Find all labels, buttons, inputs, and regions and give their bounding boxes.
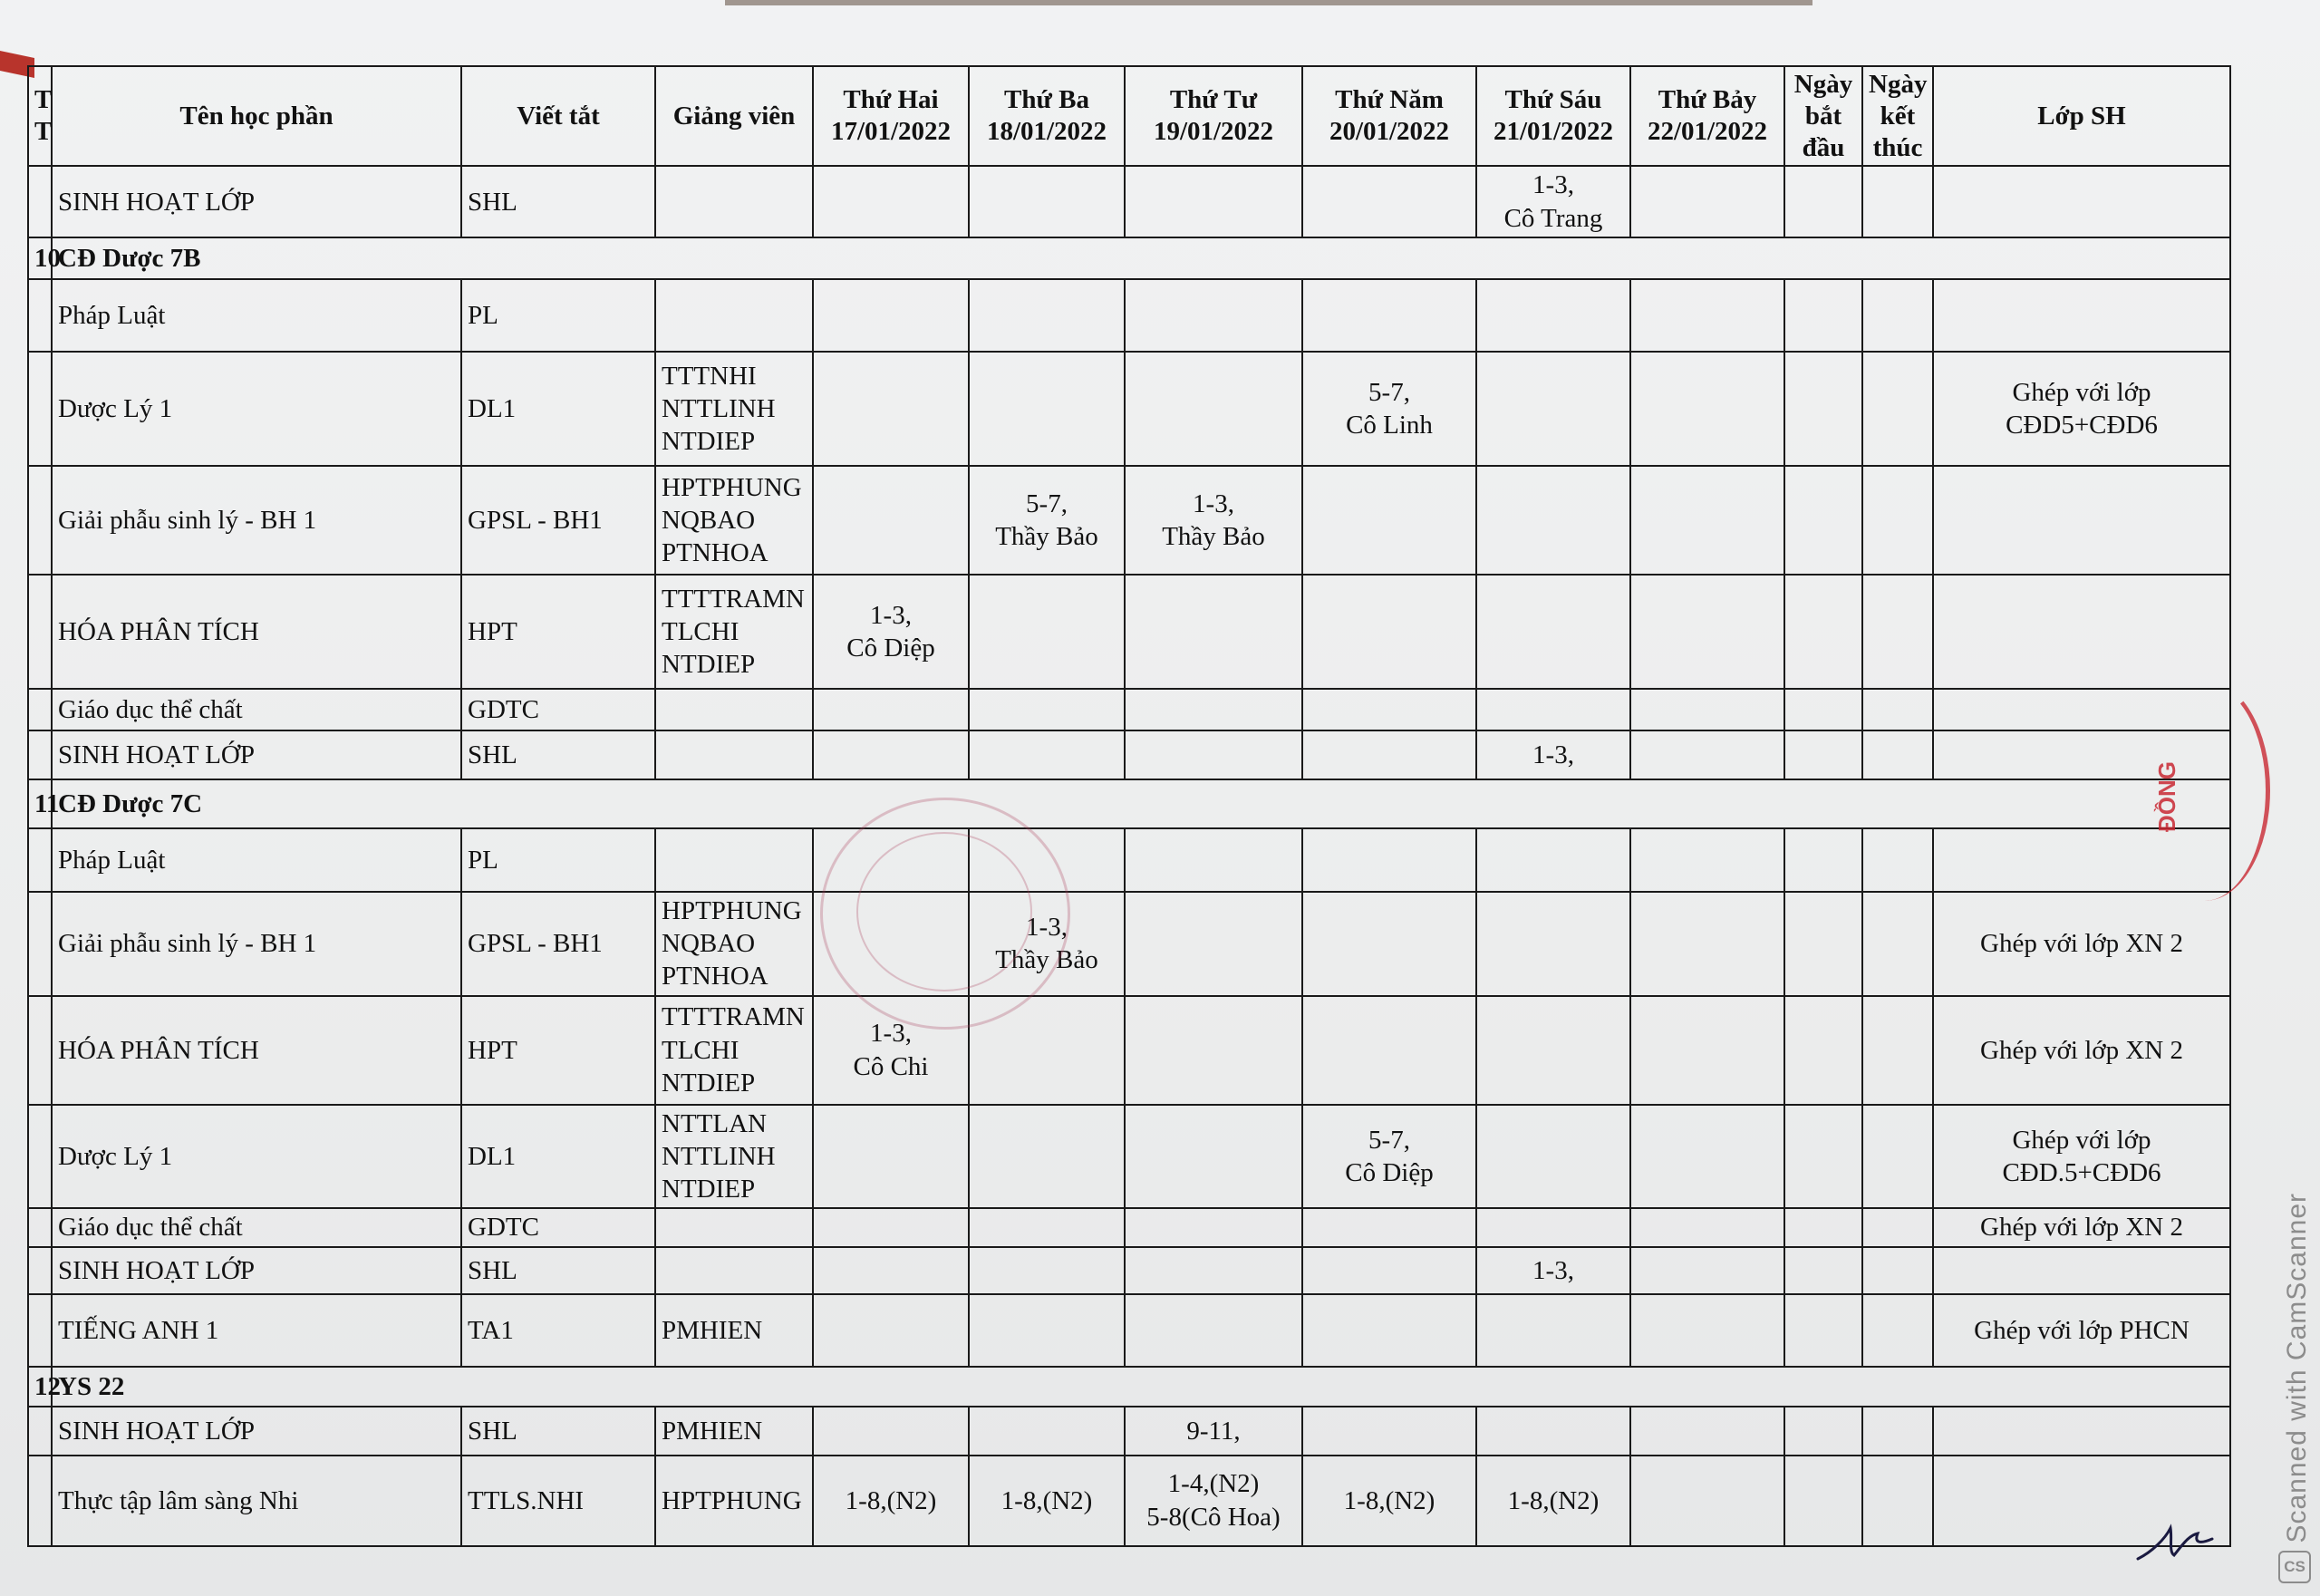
slot-mon bbox=[813, 466, 969, 575]
course-lecturers bbox=[655, 730, 813, 779]
course-row bbox=[28, 828, 2230, 892]
start-date-cell bbox=[1784, 1247, 1862, 1294]
slot-sat bbox=[1630, 689, 1784, 730]
course-abbr: GPSL - BH1 bbox=[461, 892, 655, 996]
slot-tue bbox=[969, 1208, 1125, 1246]
slot-thu: 5-7, Cô Linh bbox=[1302, 352, 1476, 466]
row-tt-cell bbox=[28, 1456, 52, 1546]
slot-wed bbox=[1125, 996, 1302, 1105]
slot-thu bbox=[1302, 575, 1476, 689]
header-abbr: Viết tắt bbox=[461, 66, 655, 166]
course-abbr: GDTC bbox=[461, 1208, 655, 1246]
slot-fri bbox=[1476, 996, 1630, 1105]
course-lecturers bbox=[655, 828, 813, 892]
row-tt-cell bbox=[28, 1208, 52, 1246]
slot-sat bbox=[1630, 1456, 1784, 1546]
course-row bbox=[28, 689, 2230, 730]
course-abbr: SHL bbox=[461, 166, 655, 237]
start-date-cell bbox=[1784, 1294, 1862, 1367]
end-date-cell bbox=[1862, 352, 1933, 466]
slot-tue bbox=[969, 730, 1125, 779]
slot-thu bbox=[1302, 279, 1476, 352]
start-date-cell bbox=[1784, 575, 1862, 689]
slot-sat bbox=[1630, 575, 1784, 689]
slot-sat bbox=[1630, 279, 1784, 352]
start-date-cell bbox=[1784, 996, 1862, 1105]
slot-wed bbox=[1125, 1208, 1302, 1246]
header-class-sh: Lớp SH bbox=[1933, 66, 2230, 166]
class-note: Ghép với lớp PHCN bbox=[1933, 1294, 2230, 1367]
slot-sat bbox=[1630, 352, 1784, 466]
class-note: Ghép với lớp XN 2 bbox=[1933, 892, 2230, 996]
slot-sat bbox=[1630, 996, 1784, 1105]
class-note bbox=[1933, 689, 2230, 730]
slot-thu bbox=[1302, 892, 1476, 996]
course-row bbox=[28, 1407, 2230, 1456]
course-name: Pháp Luật bbox=[52, 279, 461, 352]
slot-mon: 1-3, Cô Chi bbox=[813, 996, 969, 1105]
start-date-cell bbox=[1784, 1456, 1862, 1546]
end-date-cell bbox=[1862, 1294, 1933, 1367]
slot-fri bbox=[1476, 1294, 1630, 1367]
slot-wed bbox=[1125, 892, 1302, 996]
slot-thu bbox=[1302, 166, 1476, 237]
slot-fri: 1-3, bbox=[1476, 1247, 1630, 1294]
header-day-mon: Thứ Hai 17/01/2022 bbox=[813, 66, 969, 166]
slot-sat bbox=[1630, 1294, 1784, 1367]
course-name: Giải phẫu sinh lý - BH 1 bbox=[52, 892, 461, 996]
slot-mon bbox=[813, 352, 969, 466]
course-abbr: TTLS.NHI bbox=[461, 1456, 655, 1546]
course-lecturers: HPTPHUNG NQBAO PTNHOA bbox=[655, 892, 813, 996]
course-abbr: SHL bbox=[461, 1247, 655, 1294]
group-number: 12 bbox=[28, 1367, 52, 1407]
slot-thu bbox=[1302, 1294, 1476, 1367]
slot-wed bbox=[1125, 166, 1302, 237]
course-abbr: GPSL - BH1 bbox=[461, 466, 655, 575]
start-date-cell bbox=[1784, 1105, 1862, 1209]
class-note: Ghép với lớp CĐD5+CĐD6 bbox=[1933, 352, 2230, 466]
end-date-cell bbox=[1862, 1105, 1933, 1209]
course-row bbox=[28, 575, 2230, 689]
class-note: Ghép với lớp XN 2 bbox=[1933, 1208, 2230, 1246]
start-date-cell bbox=[1784, 466, 1862, 575]
course-name: SINH HOẠT LỚP bbox=[52, 730, 461, 779]
slot-wed bbox=[1125, 575, 1302, 689]
slot-wed bbox=[1125, 352, 1302, 466]
end-date-cell bbox=[1862, 1247, 1933, 1294]
slot-tue bbox=[969, 575, 1125, 689]
slot-tue bbox=[969, 1105, 1125, 1209]
row-tt-cell bbox=[28, 689, 52, 730]
course-lecturers: TTTNHI NTTLINH NTDIEP bbox=[655, 352, 813, 466]
group-title: CĐ Dược 7B bbox=[52, 237, 2230, 279]
row-tt-cell bbox=[28, 996, 52, 1105]
course-lecturers bbox=[655, 1208, 813, 1246]
end-date-cell bbox=[1862, 892, 1933, 996]
header-day-fri: Thứ Sáu 21/01/2022 bbox=[1476, 66, 1630, 166]
row-tt-cell bbox=[28, 575, 52, 689]
course-row bbox=[28, 352, 2230, 466]
course-lecturers bbox=[655, 279, 813, 352]
slot-mon bbox=[813, 828, 969, 892]
slot-wed bbox=[1125, 1105, 1302, 1209]
course-lecturers bbox=[655, 166, 813, 237]
course-abbr: PL bbox=[461, 828, 655, 892]
slot-fri bbox=[1476, 828, 1630, 892]
group-number: 10 bbox=[28, 237, 52, 279]
slot-mon bbox=[813, 1105, 969, 1209]
slot-thu bbox=[1302, 828, 1476, 892]
signature-mark bbox=[2134, 1512, 2216, 1566]
course-name: Giáo dục thể chất bbox=[52, 1208, 461, 1246]
course-name: Giải phẫu sinh lý - BH 1 bbox=[52, 466, 461, 575]
slot-fri: 1-3, Cô Trang bbox=[1476, 166, 1630, 237]
end-date-cell bbox=[1862, 730, 1933, 779]
slot-fri bbox=[1476, 689, 1630, 730]
row-tt-cell bbox=[28, 466, 52, 575]
slot-mon: 1-8,(N2) bbox=[813, 1456, 969, 1546]
class-note bbox=[1933, 466, 2230, 575]
course-row bbox=[28, 166, 2230, 237]
course-name: SINH HOẠT LỚP bbox=[52, 1407, 461, 1456]
slot-fri bbox=[1476, 279, 1630, 352]
start-date-cell bbox=[1784, 352, 1862, 466]
course-row bbox=[28, 466, 2230, 575]
slot-thu bbox=[1302, 466, 1476, 575]
course-lecturers bbox=[655, 1247, 813, 1294]
course-row bbox=[28, 1208, 2230, 1246]
course-name: Pháp Luật bbox=[52, 828, 461, 892]
course-row bbox=[28, 730, 2230, 779]
course-row bbox=[28, 1456, 2230, 1546]
header-lecturer: Giảng viên bbox=[655, 66, 813, 166]
top-edge-shadow bbox=[725, 0, 1812, 5]
slot-tue bbox=[969, 279, 1125, 352]
slot-wed: 9-11, bbox=[1125, 1407, 1302, 1456]
course-name: SINH HOẠT LỚP bbox=[52, 166, 461, 237]
red-seal-text: ĐỒNG bbox=[2153, 761, 2180, 832]
end-date-cell bbox=[1862, 1208, 1933, 1246]
slot-thu bbox=[1302, 1407, 1476, 1456]
course-name: Dược Lý 1 bbox=[52, 1105, 461, 1209]
group-title: YS 22 bbox=[52, 1367, 2230, 1407]
slot-fri bbox=[1476, 352, 1630, 466]
slot-mon bbox=[813, 166, 969, 237]
slot-sat bbox=[1630, 730, 1784, 779]
course-name: Thực tập lâm sàng Nhi bbox=[52, 1456, 461, 1546]
course-row bbox=[28, 1294, 2230, 1367]
slot-wed: 1-3, Thầy Bảo bbox=[1125, 466, 1302, 575]
course-abbr: SHL bbox=[461, 730, 655, 779]
course-abbr: DL1 bbox=[461, 1105, 655, 1209]
class-group-header bbox=[28, 779, 2230, 828]
course-name: Giáo dục thể chất bbox=[52, 689, 461, 730]
class-note bbox=[1933, 828, 2230, 892]
slot-sat bbox=[1630, 1407, 1784, 1456]
slot-thu bbox=[1302, 996, 1476, 1105]
slot-sat bbox=[1630, 828, 1784, 892]
row-tt-cell bbox=[28, 730, 52, 779]
header-day-tue: Thứ Ba 18/01/2022 bbox=[969, 66, 1125, 166]
row-tt-cell bbox=[28, 828, 52, 892]
schedule-body bbox=[28, 166, 2230, 1545]
course-abbr: HPT bbox=[461, 996, 655, 1105]
start-date-cell bbox=[1784, 1407, 1862, 1456]
schedule-table bbox=[27, 65, 2231, 1547]
header-day-sat: Thứ Bảy 22/01/2022 bbox=[1630, 66, 1784, 166]
course-row bbox=[28, 1105, 2230, 1209]
slot-sat bbox=[1630, 1247, 1784, 1294]
course-name: Dược Lý 1 bbox=[52, 352, 461, 466]
course-lecturers: NTTLAN NTTLINH NTDIEP bbox=[655, 1105, 813, 1209]
row-tt-cell bbox=[28, 1294, 52, 1367]
slot-tue: 5-7, Thầy Bảo bbox=[969, 466, 1125, 575]
start-date-cell bbox=[1784, 689, 1862, 730]
slot-sat bbox=[1630, 1208, 1784, 1246]
course-abbr: SHL bbox=[461, 1407, 655, 1456]
slot-fri bbox=[1476, 1407, 1630, 1456]
slot-mon bbox=[813, 892, 969, 996]
end-date-cell bbox=[1862, 828, 1933, 892]
row-tt-cell bbox=[28, 352, 52, 466]
row-tt-cell bbox=[28, 892, 52, 996]
course-abbr: TA1 bbox=[461, 1294, 655, 1367]
camscanner-watermark: Scanned with CamScanner bbox=[2282, 1193, 2312, 1543]
start-date-cell bbox=[1784, 1208, 1862, 1246]
course-lecturers: PMHIEN bbox=[655, 1294, 813, 1367]
course-abbr: PL bbox=[461, 279, 655, 352]
start-date-cell bbox=[1784, 828, 1862, 892]
slot-mon bbox=[813, 689, 969, 730]
row-tt-cell bbox=[28, 1407, 52, 1456]
slot-fri bbox=[1476, 575, 1630, 689]
slot-thu: 5-7, Cô Diệp bbox=[1302, 1105, 1476, 1209]
slot-wed bbox=[1125, 730, 1302, 779]
course-name: HÓA PHÂN TÍCH bbox=[52, 996, 461, 1105]
slot-wed bbox=[1125, 279, 1302, 352]
slot-sat bbox=[1630, 166, 1784, 237]
course-name: TIẾNG ANH 1 bbox=[52, 1294, 461, 1367]
slot-tue: 1-8,(N2) bbox=[969, 1456, 1125, 1546]
class-note bbox=[1933, 279, 2230, 352]
course-abbr: GDTC bbox=[461, 689, 655, 730]
class-note bbox=[1933, 575, 2230, 689]
header-row bbox=[28, 66, 2230, 166]
row-tt-cell bbox=[28, 166, 52, 237]
slot-wed: 1-4,(N2) 5-8(Cô Hoa) bbox=[1125, 1456, 1302, 1546]
course-row bbox=[28, 279, 2230, 352]
start-date-cell bbox=[1784, 892, 1862, 996]
course-lecturers: TTTTRAMN TLCHI NTDIEP bbox=[655, 575, 813, 689]
slot-fri: 1-3, bbox=[1476, 730, 1630, 779]
class-note bbox=[1933, 1247, 2230, 1294]
slot-tue bbox=[969, 1247, 1125, 1294]
header-subject: Tên học phần bbox=[52, 66, 461, 166]
header-day-thu: Thứ Năm 20/01/2022 bbox=[1302, 66, 1476, 166]
slot-tue bbox=[969, 166, 1125, 237]
group-title: CĐ Dược 7C bbox=[52, 779, 2230, 828]
class-group-header bbox=[28, 1367, 2230, 1407]
course-row bbox=[28, 892, 2230, 996]
header-end-date: Ngày kết thúc bbox=[1862, 66, 1933, 166]
header-tt: T T bbox=[28, 66, 52, 166]
slot-thu bbox=[1302, 1247, 1476, 1294]
slot-mon bbox=[813, 279, 969, 352]
end-date-cell bbox=[1862, 466, 1933, 575]
class-note: Ghép với lớp CĐD.5+CĐD6 bbox=[1933, 1105, 2230, 1209]
class-note bbox=[1933, 1407, 2230, 1456]
course-name: HÓA PHÂN TÍCH bbox=[52, 575, 461, 689]
slot-sat bbox=[1630, 892, 1784, 996]
course-lecturers: HPTPHUNG NQBAO PTNHOA bbox=[655, 466, 813, 575]
course-abbr: HPT bbox=[461, 575, 655, 689]
slot-mon bbox=[813, 1208, 969, 1246]
end-date-cell bbox=[1862, 1456, 1933, 1546]
slot-tue bbox=[969, 352, 1125, 466]
slot-wed bbox=[1125, 1247, 1302, 1294]
slot-wed bbox=[1125, 1294, 1302, 1367]
start-date-cell bbox=[1784, 730, 1862, 779]
slot-fri: 1-8,(N2) bbox=[1476, 1456, 1630, 1546]
slot-tue bbox=[969, 1407, 1125, 1456]
slot-wed bbox=[1125, 689, 1302, 730]
end-date-cell bbox=[1862, 279, 1933, 352]
slot-sat bbox=[1630, 466, 1784, 575]
slot-tue bbox=[969, 689, 1125, 730]
slot-fri bbox=[1476, 1105, 1630, 1209]
class-note bbox=[1933, 730, 2230, 779]
slot-mon: 1-3, Cô Diệp bbox=[813, 575, 969, 689]
end-date-cell bbox=[1862, 1407, 1933, 1456]
slot-tue: 1-3, Thầy Bảo bbox=[969, 892, 1125, 996]
slot-thu bbox=[1302, 730, 1476, 779]
slot-sat bbox=[1630, 1105, 1784, 1209]
slot-mon bbox=[813, 730, 969, 779]
class-note: Ghép với lớp XN 2 bbox=[1933, 996, 2230, 1105]
header-day-wed: Thứ Tư 19/01/2022 bbox=[1125, 66, 1302, 166]
slot-mon bbox=[813, 1247, 969, 1294]
header-start-date: Ngày bắt đầu bbox=[1784, 66, 1862, 166]
course-lecturers bbox=[655, 689, 813, 730]
slot-mon bbox=[813, 1294, 969, 1367]
slot-tue bbox=[969, 996, 1125, 1105]
slot-thu bbox=[1302, 1208, 1476, 1246]
row-tt-cell bbox=[28, 279, 52, 352]
end-date-cell bbox=[1862, 689, 1933, 730]
slot-thu: 1-8,(N2) bbox=[1302, 1456, 1476, 1546]
slot-fri bbox=[1476, 466, 1630, 575]
slot-tue bbox=[969, 1294, 1125, 1367]
slot-thu bbox=[1302, 689, 1476, 730]
slot-fri bbox=[1476, 892, 1630, 996]
slot-fri bbox=[1476, 1208, 1630, 1246]
slot-tue bbox=[969, 828, 1125, 892]
start-date-cell bbox=[1784, 166, 1862, 237]
course-name: SINH HOẠT LỚP bbox=[52, 1247, 461, 1294]
group-number: 11 bbox=[28, 779, 52, 828]
end-date-cell bbox=[1862, 575, 1933, 689]
camscanner-logo-icon: CS bbox=[2278, 1551, 2311, 1583]
course-lecturers: PMHIEN bbox=[655, 1407, 813, 1456]
class-group-header bbox=[28, 237, 2230, 279]
end-date-cell bbox=[1862, 996, 1933, 1105]
class-note bbox=[1933, 166, 2230, 237]
course-row bbox=[28, 1247, 2230, 1294]
row-tt-cell bbox=[28, 1105, 52, 1209]
course-lecturers: HPTPHUNG bbox=[655, 1456, 813, 1546]
course-lecturers: TTTTRAMN TLCHI NTDIEP bbox=[655, 996, 813, 1105]
row-tt-cell bbox=[28, 1247, 52, 1294]
end-date-cell bbox=[1862, 166, 1933, 237]
slot-wed bbox=[1125, 828, 1302, 892]
slot-mon bbox=[813, 1407, 969, 1456]
start-date-cell bbox=[1784, 279, 1862, 352]
course-abbr: DL1 bbox=[461, 352, 655, 466]
course-row bbox=[28, 996, 2230, 1105]
